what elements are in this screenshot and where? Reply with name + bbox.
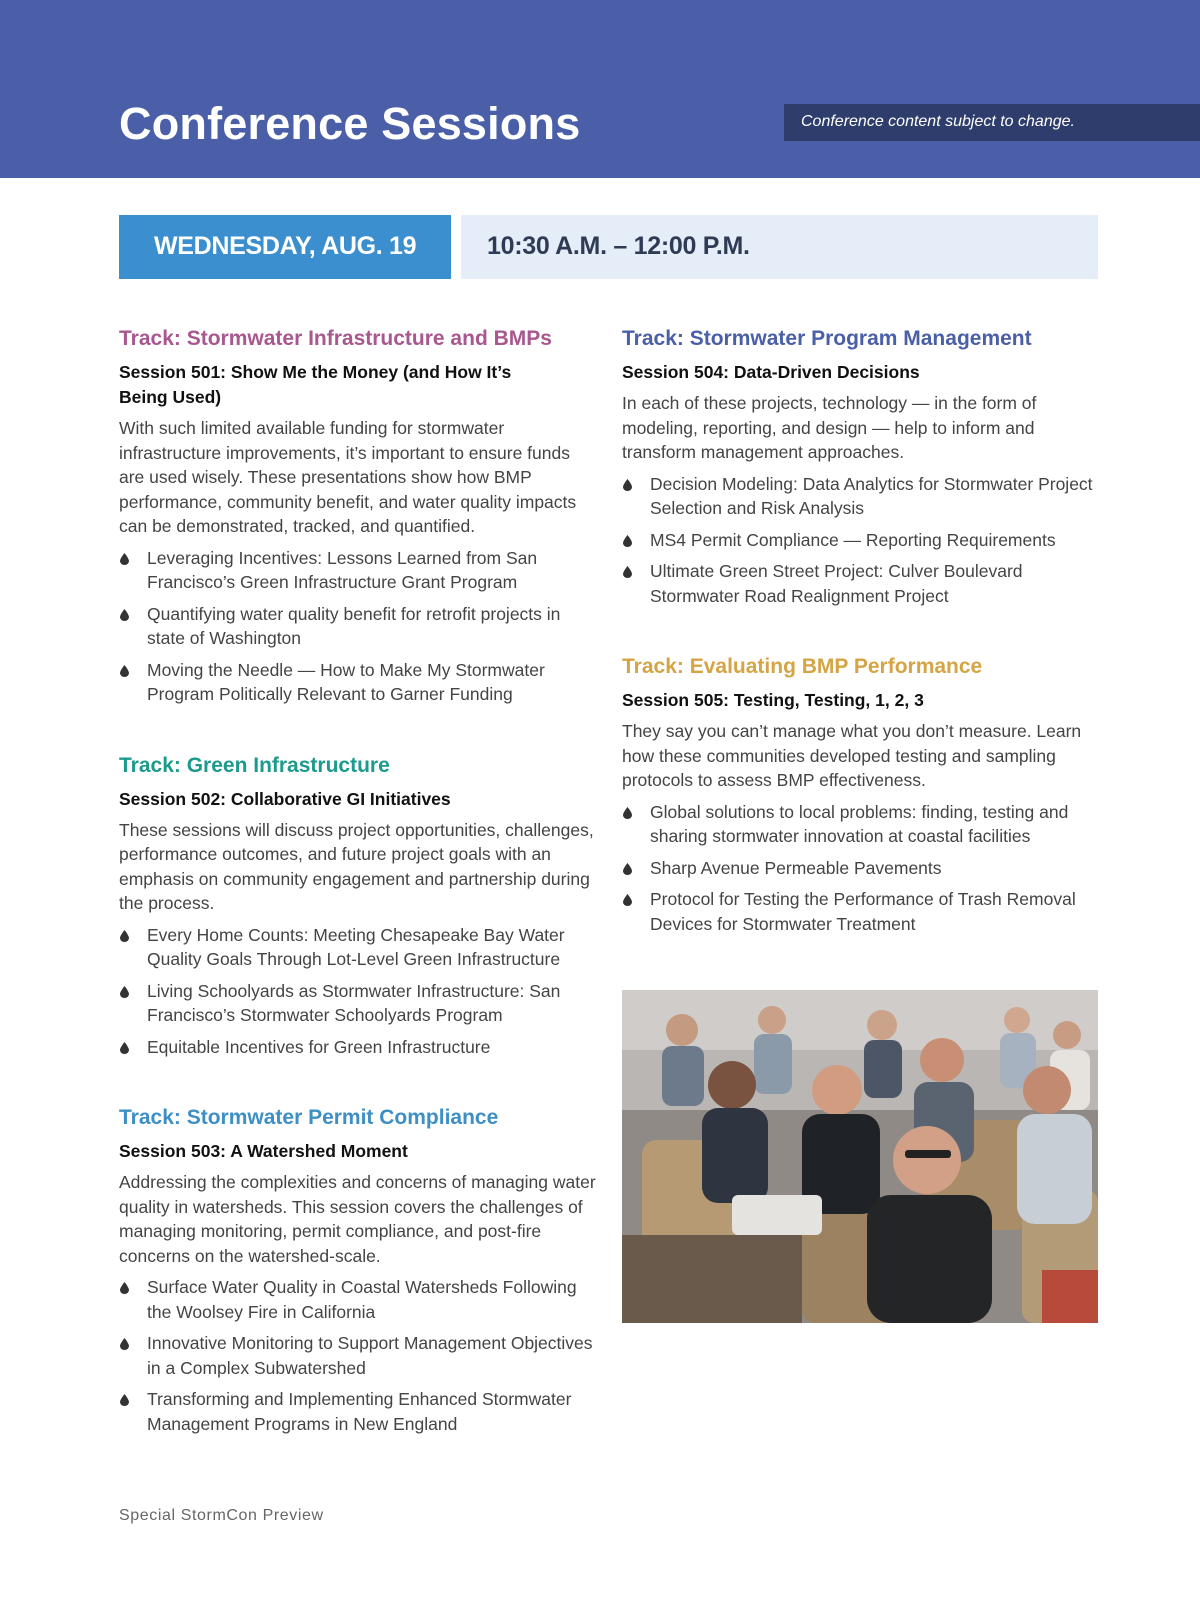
water-drop-icon xyxy=(120,553,129,565)
footer-text: Special StormCon Preview xyxy=(119,1507,324,1524)
water-drop-icon xyxy=(120,665,129,677)
track-block xyxy=(119,753,599,1060)
water-drop-icon xyxy=(623,535,632,547)
water-drop-icon xyxy=(623,479,632,491)
session-list xyxy=(119,1275,599,1436)
session-description: Addressing the complexities and concerns of managing water quality in watersheds. This session covers the challenges of managing monitoring, permit compliance, and post-fire concerns on the watershed-scale. xyxy=(119,1172,596,1266)
change-notice xyxy=(784,104,1200,141)
session-description: In each of these projects, technology — in the form of modeling, reporting, and design — help to inform and transform management approaches. xyxy=(622,393,1037,462)
session-date-box xyxy=(119,215,451,279)
track-block xyxy=(119,1105,599,1436)
session-title: Session 504: Data-Driven Decisions xyxy=(622,362,920,382)
track-block xyxy=(622,326,1107,608)
track-title: Track: Stormwater Program Management xyxy=(622,327,1032,350)
page-title: Conference Sessions xyxy=(119,98,581,149)
right-column xyxy=(622,326,1107,982)
water-drop-icon xyxy=(623,566,632,578)
list-item-text: Surface Water Quality in Coastal Watersheds Following the Woolsey Fire in California xyxy=(147,1277,577,1322)
list-item-text: Moving the Needle — How to Make My Stormwater Program Politically Relevant to Garner Funding xyxy=(147,659,545,704)
page-header xyxy=(0,0,1200,178)
audience-photo xyxy=(622,990,1098,1323)
water-drop-icon xyxy=(120,1042,129,1054)
list-item xyxy=(119,923,599,972)
list-item-text: Living Schoolyards as Stormwater Infrastructure: San Francisco’s Stormwater Schoolyards Program xyxy=(147,980,561,1025)
list-item-text: Protocol for Testing the Performance of Trash Removal Devices for Stormwater Treatment xyxy=(650,889,1076,934)
session-list xyxy=(622,472,1107,609)
session-description: With such limited available funding for stormwater infrastructure improvements, it’s important to ensure funds are used wisely. These presentations show how BMP performance, community benefit, and water quality impacts can be demonstrated, tracked, and quantified. xyxy=(119,418,577,536)
list-item-text: Transforming and Implementing Enhanced Stormwater Management Programs in New England xyxy=(147,1389,572,1434)
session-list xyxy=(119,546,599,707)
track-block xyxy=(119,326,599,707)
water-drop-icon xyxy=(120,1394,129,1406)
list-item-text: Every Home Counts: Meeting Chesapeake Bay Water Quality Goals Through Lot-Level Green Infrastructure xyxy=(147,924,565,969)
list-item-text: Leveraging Incentives: Lessons Learned from San Francisco’s Green Infrastructure Grant Program xyxy=(147,547,538,592)
list-item-text: MS4 Permit Compliance — Reporting Requirements xyxy=(650,529,1056,550)
session-title: Session 505: Testing, Testing, 1, 2, 3 xyxy=(622,690,924,710)
session-title: Session 503: A Watershed Moment xyxy=(119,1141,408,1161)
list-item-text: Innovative Monitoring to Support Management Objectives in a Complex Subwatershed xyxy=(147,1333,593,1378)
list-item xyxy=(119,979,599,1028)
list-item xyxy=(622,528,1107,553)
session-title: Session 502: Collaborative GI Initiatives xyxy=(119,788,451,809)
list-item xyxy=(119,1035,599,1060)
list-item-text: Equitable Incentives for Green Infrastructure xyxy=(147,1036,491,1057)
session-time: 10:30 A.M. – 12:00 P.M. xyxy=(487,232,750,260)
water-drop-icon xyxy=(120,930,129,942)
track-title: Track: Stormwater Infrastructure and BMPs xyxy=(119,327,552,350)
list-item xyxy=(119,602,599,651)
track-title: Track: Green Infrastructure xyxy=(119,753,390,777)
track-title: Track: Stormwater Permit Compliance xyxy=(119,1106,499,1129)
water-drop-icon xyxy=(120,986,129,998)
list-item xyxy=(119,1331,599,1380)
session-description: These sessions will discuss project opportunities, challenges, performance outcomes, and future project goals with an emphasis on community engagement and partnership during the process. xyxy=(119,819,594,913)
track-block xyxy=(622,654,1107,936)
water-drop-icon xyxy=(120,609,129,621)
session-list xyxy=(119,923,599,1060)
track-title: Track: Evaluating BMP Performance xyxy=(622,655,983,678)
list-item xyxy=(119,1275,599,1324)
list-item xyxy=(119,546,599,595)
list-item xyxy=(622,800,1107,849)
list-item xyxy=(622,856,1107,881)
list-item xyxy=(622,472,1107,521)
left-column xyxy=(119,326,599,1482)
list-item xyxy=(119,1387,599,1436)
list-item xyxy=(622,887,1107,936)
list-item xyxy=(119,658,599,707)
session-title: Session 501: Show Me the Money (and How It’s Being Used) xyxy=(119,362,512,407)
list-item-text: Quantifying water quality benefit for retrofit projects in state of Washington xyxy=(147,603,561,648)
list-item xyxy=(622,559,1107,608)
list-item-text: Global solutions to local problems: finding, testing and sharing stormwater innovation at coastal facilities xyxy=(650,801,1069,846)
water-drop-icon xyxy=(623,807,632,819)
water-drop-icon xyxy=(120,1282,129,1294)
session-date: WEDNESDAY, AUG. 19 xyxy=(154,232,417,260)
list-item-text: Sharp Avenue Permeable Pavements xyxy=(650,857,942,878)
list-item-text: Decision Modeling: Data Analytics for Stormwater Project Selection and Risk Analysis xyxy=(650,473,1093,518)
water-drop-icon xyxy=(623,863,632,875)
list-item-text: Ultimate Green Street Project: Culver Boulevard Stormwater Road Realignment Project xyxy=(650,561,1023,606)
session-description: They say you can’t manage what you don’t measure. Learn how these communities developed testing and sampling protocols to assess BMP effectiveness. xyxy=(622,721,1082,790)
change-notice-text: Conference content subject to change. xyxy=(801,113,1075,130)
water-drop-icon xyxy=(120,1338,129,1350)
session-list xyxy=(622,800,1107,937)
session-time-box xyxy=(461,215,1098,279)
water-drop-icon xyxy=(623,894,632,906)
audience-photo-illustration xyxy=(622,990,1098,1323)
